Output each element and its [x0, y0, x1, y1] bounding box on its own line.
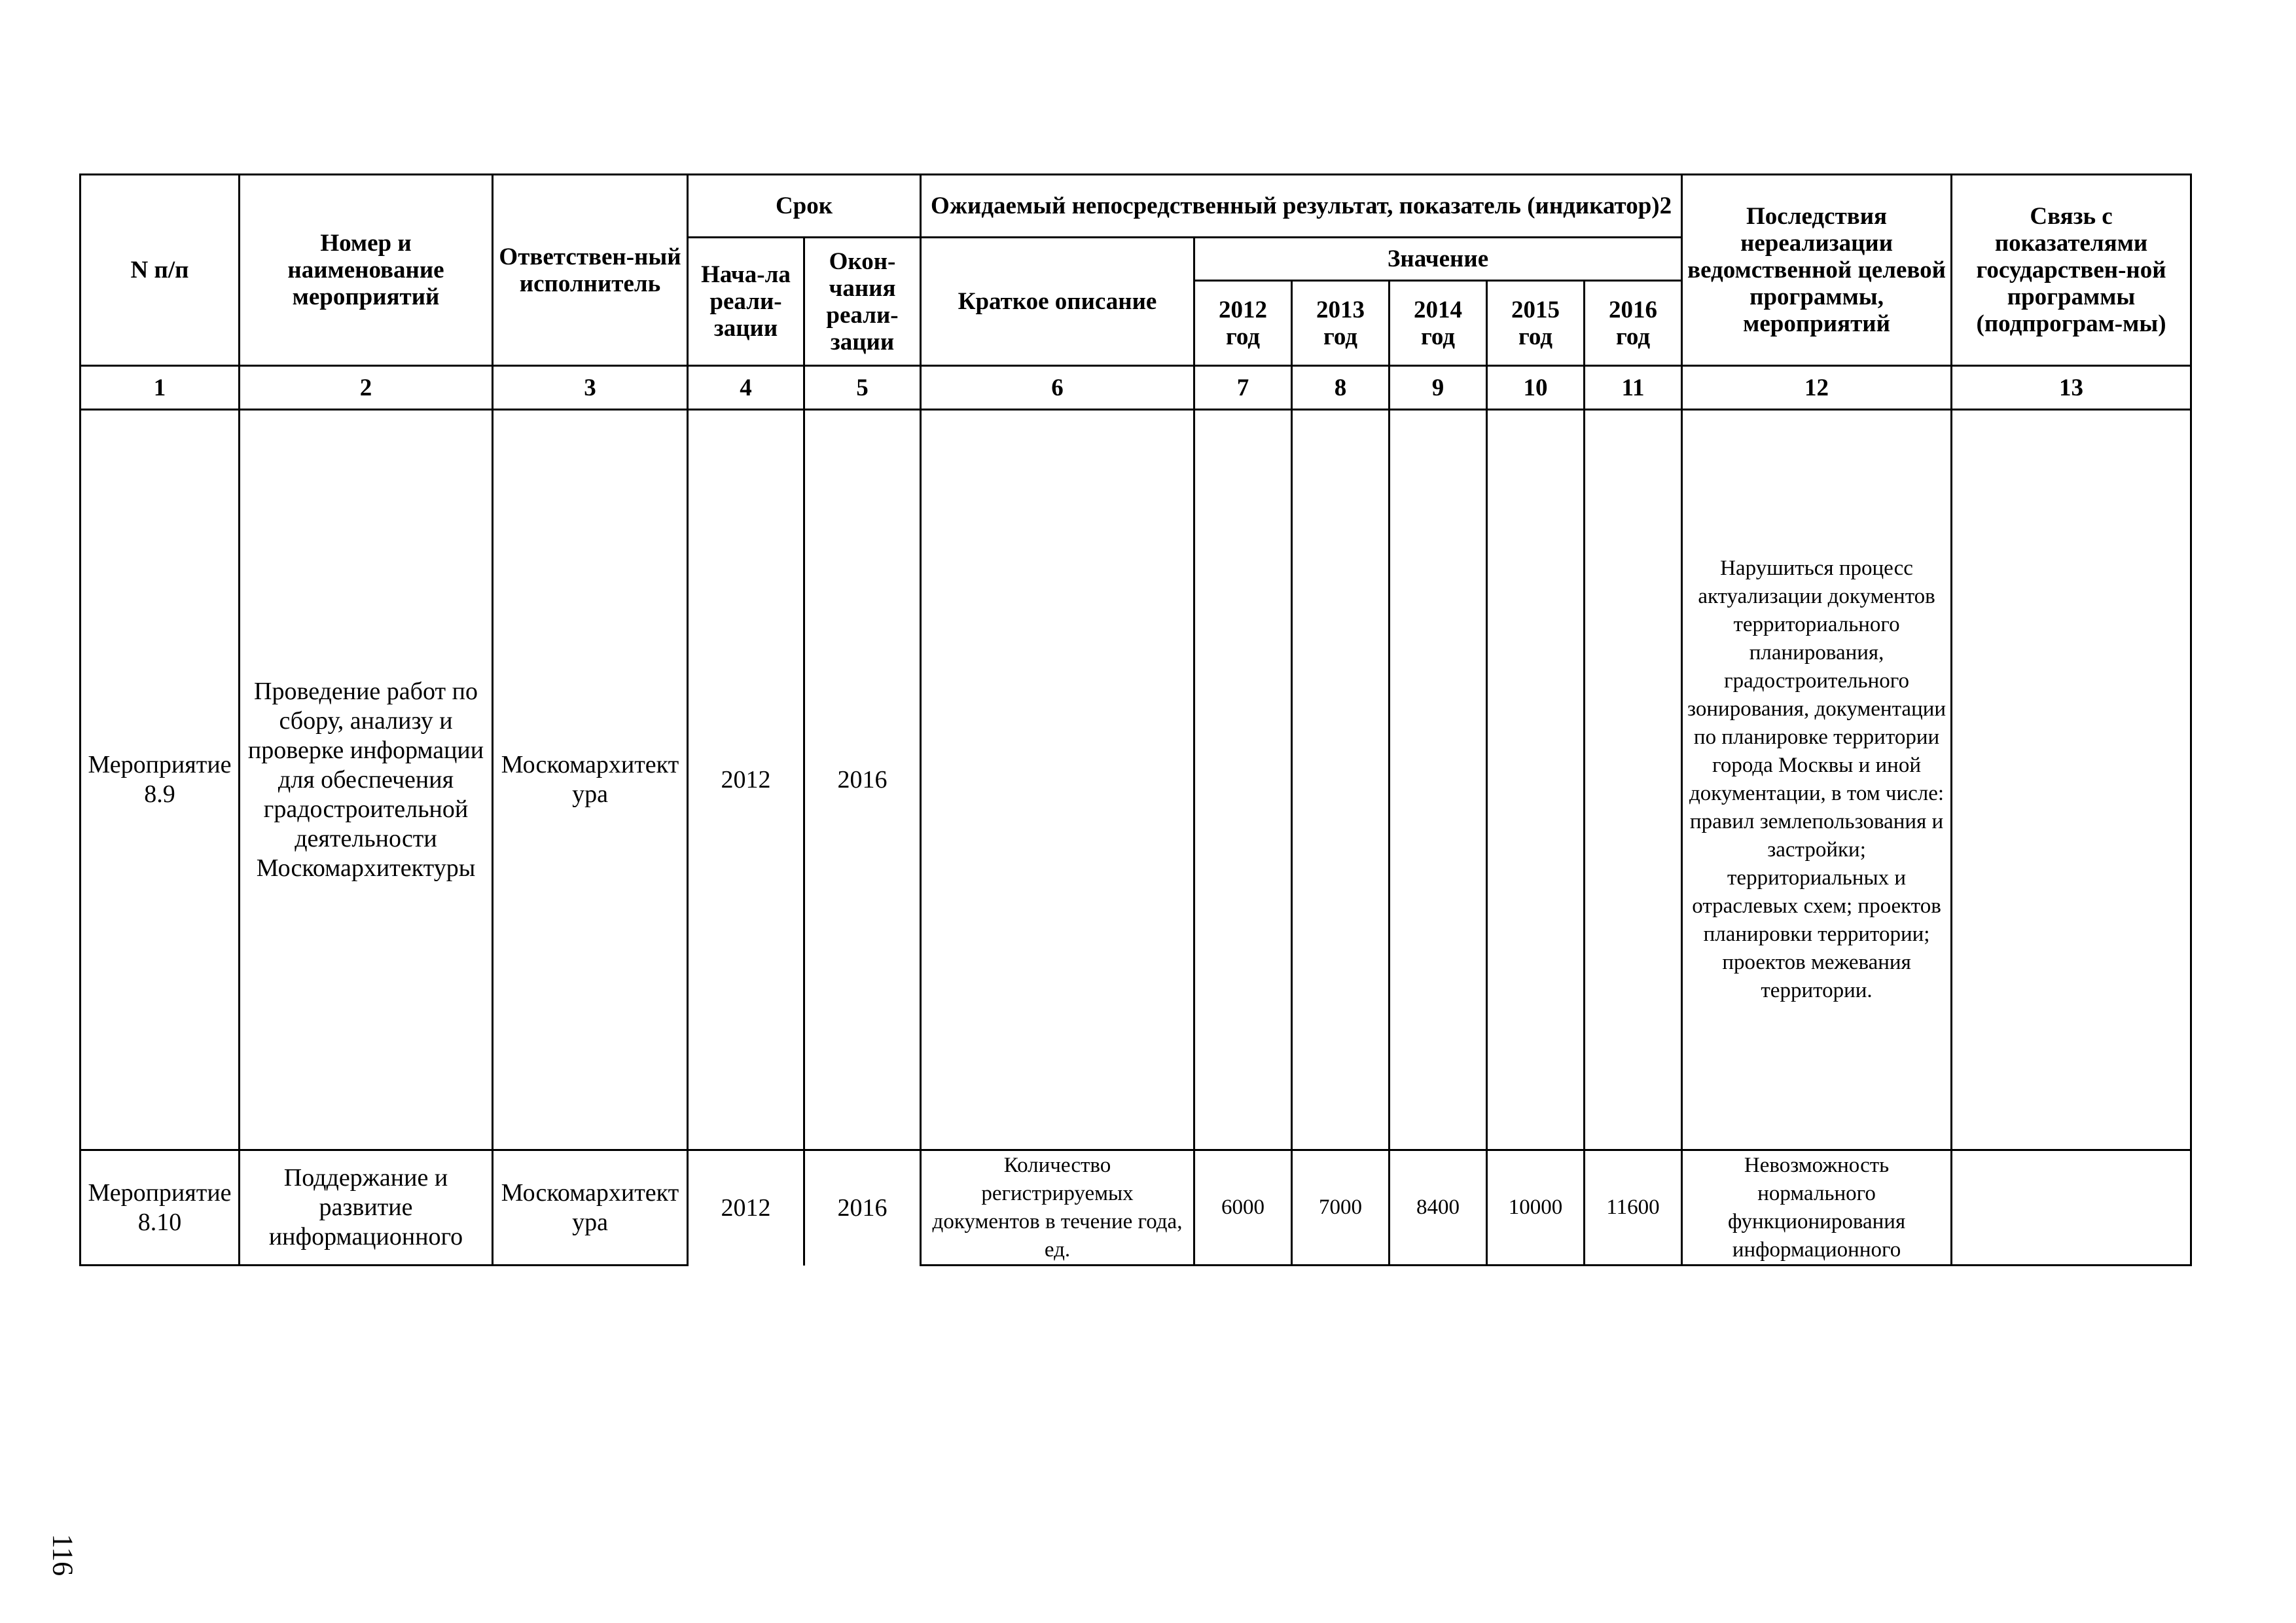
column-numbers-row — [81, 366, 2191, 410]
column-number: 1 — [81, 366, 240, 410]
page-number: 116 — [46, 1533, 79, 1577]
row-value — [1390, 410, 1487, 1150]
row-value: 6000 — [1194, 1150, 1292, 1266]
row-value: 7000 — [1292, 1150, 1390, 1266]
row-consequences: Нарушиться процесс актуализации документов территориального планирования, градостроительного зонирования, документации по планировке территории города Москвы и иной документации, в том числе: правил землепользования и застройки; территориальных и отраслевых схем; проектов планировки территории; проектов межевания территории. — [1682, 410, 1952, 1150]
column-number: 2 — [240, 366, 493, 410]
header-num: N п/п — [81, 175, 240, 366]
row-num: Мероприятие 8.9 — [81, 410, 240, 1150]
header-responsible: Ответствен-ный исполнитель — [493, 175, 688, 366]
row-link — [1952, 1150, 2191, 1266]
header-year: 2013 год — [1292, 281, 1390, 366]
row-value — [1487, 410, 1585, 1150]
program-table — [79, 173, 2192, 1266]
row-value: 8400 — [1390, 1150, 1487, 1266]
table-row — [81, 410, 2191, 1150]
header-result: Ожидаемый непосредственный результат, показатель (индикатор)2 — [921, 175, 1682, 238]
header-term-end: Окон-чания реали-зации — [804, 238, 921, 366]
header-consequences: Последствия нереализации ведомственной целевой программы, мероприятий — [1682, 175, 1952, 366]
column-number: 11 — [1585, 366, 1682, 410]
column-number: 10 — [1487, 366, 1585, 410]
column-number: 5 — [804, 366, 921, 410]
column-number: 9 — [1390, 366, 1487, 410]
column-number: 8 — [1292, 366, 1390, 410]
row-link — [1952, 410, 2191, 1150]
row-num: Мероприятие 8.10 — [81, 1150, 240, 1266]
row-name: Поддержание и развитие информационного — [240, 1150, 493, 1266]
column-number: 7 — [1194, 366, 1292, 410]
column-number: 13 — [1952, 366, 2191, 410]
row-end: 2016 — [804, 410, 921, 1150]
column-number: 4 — [688, 366, 804, 410]
row-description: Количество регистрируемых документов в течение года, ед. — [921, 1150, 1194, 1266]
header-year: 2014 год — [1390, 281, 1487, 366]
row-value — [1585, 410, 1682, 1150]
header-term-start: Нача-ла реали-зации — [688, 238, 804, 366]
row-start: 2012 — [688, 410, 804, 1150]
row-responsible: Москомархитектура — [493, 1150, 688, 1266]
header-value: Значение — [1194, 238, 1682, 281]
row-end: 2016 — [804, 1150, 921, 1266]
header-row-1 — [81, 175, 2191, 238]
column-number: 12 — [1682, 366, 1952, 410]
row-value: 10000 — [1487, 1150, 1585, 1266]
column-number: 3 — [493, 366, 688, 410]
column-number: 6 — [921, 366, 1194, 410]
row-description — [921, 410, 1194, 1150]
row-consequences: Невозможность нормального функционирования информационного — [1682, 1150, 1952, 1266]
row-value — [1292, 410, 1390, 1150]
header-term: Срок — [688, 175, 921, 238]
row-responsible: Москомархитектура — [493, 410, 688, 1150]
row-value — [1194, 410, 1292, 1150]
table-row — [81, 1150, 2191, 1266]
row-value: 11600 — [1585, 1150, 1682, 1266]
row-start: 2012 — [688, 1150, 804, 1266]
header-link: Связь с показателями государствен-ной программы (подпрограм-мы) — [1952, 175, 2191, 366]
header-year: 2016 год — [1585, 281, 1682, 366]
header-description: Краткое описание — [921, 238, 1194, 366]
header-year: 2012 год — [1194, 281, 1292, 366]
row-name: Проведение работ по сбору, анализу и проверке информации для обеспечения градостроительной деятельности Москомархитектуры — [240, 410, 493, 1150]
header-name: Номер и наименование мероприятий — [240, 175, 493, 366]
header-year: 2015 год — [1487, 281, 1585, 366]
